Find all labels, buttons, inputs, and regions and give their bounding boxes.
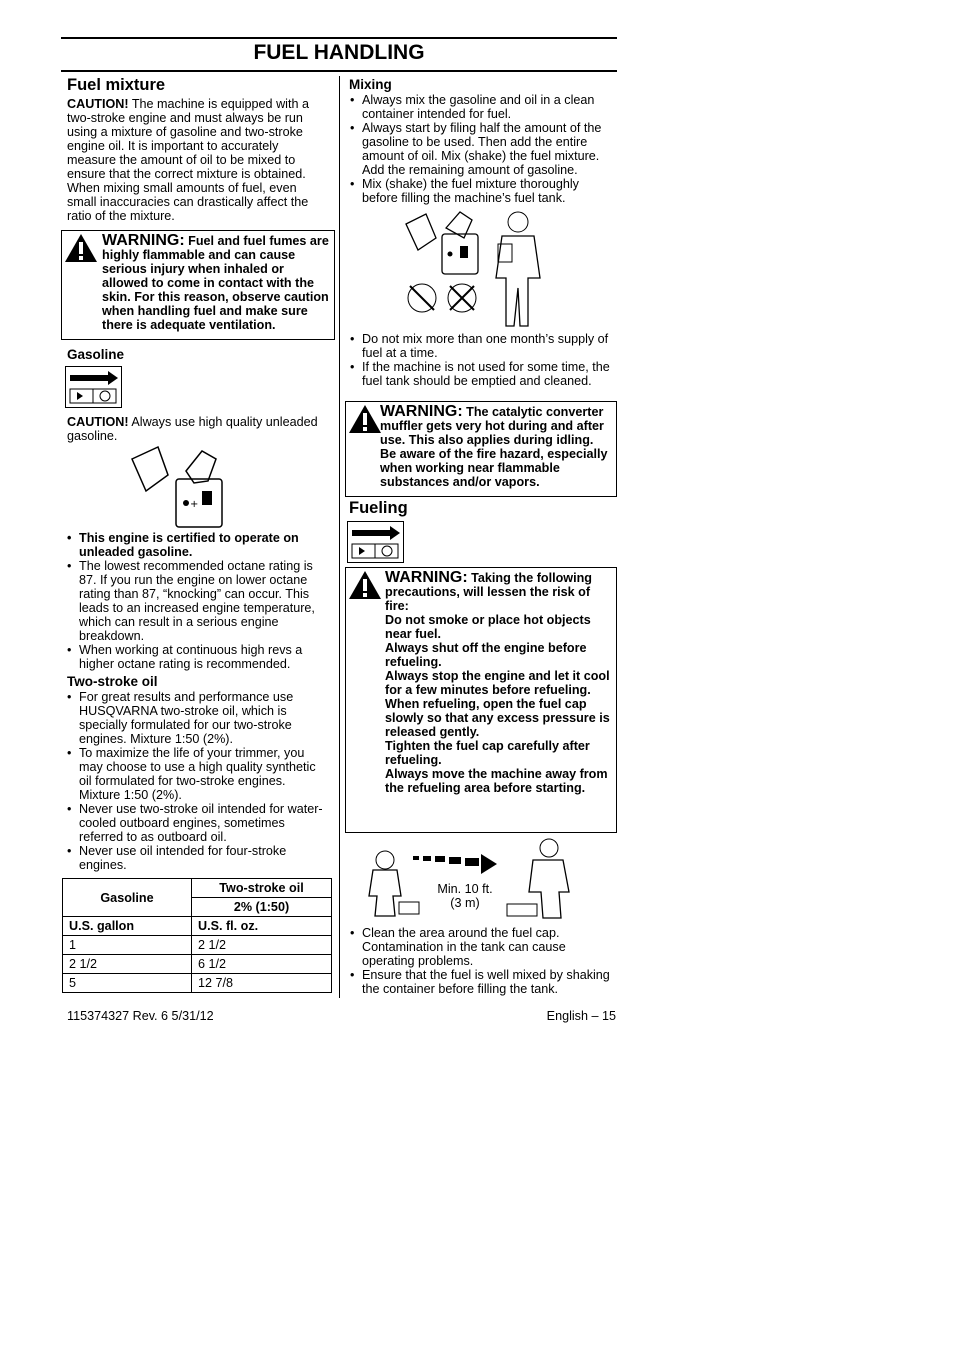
caution-text: The machine is equipped with a two-stroke engine and must always be run using a mixture of gasoline and two-stroke engine oil. It is important to accurately measure the amount of oil to be mixed to ensure that the correct mixture is obtained. When mixing small amounts of fuel, even small inaccuracies can drastically affect the ratio of the mixture. — [67, 97, 309, 223]
warning-box-catalytic — [345, 401, 617, 497]
fueling-heading: Fueling — [349, 499, 408, 517]
distance-line: Min. 10 ft. — [437, 882, 493, 896]
warning-triangle-icon — [64, 233, 98, 263]
fuel-can-illustration — [128, 445, 228, 530]
table-cell: 2 1/2 — [192, 936, 332, 955]
warning-text: Fuel and fuel fumes are highly flammable and can cause serious injury when inhaled or allowed to come in contact with the skin. For this reason, observe caution when handling fuel and make sure there is adequate ventilation. — [102, 234, 329, 332]
table-cell: 1 — [63, 936, 192, 955]
warning-line: Always shut off the engine before refueling. — [385, 641, 587, 669]
svg-text:+: + — [190, 499, 199, 510]
list-item: • To maximize the life of your trimmer, you may choose to use a high quality synthetic oil formulated for two-stroke engines. Mixture 1:50 (2%). — [67, 746, 323, 802]
table-row — [63, 936, 332, 955]
warning-word: WARNING: — [385, 569, 468, 586]
table-cell: 6 1/2 — [192, 955, 332, 974]
list-item: • For great results and performance use HUSQVARNA two-stroke oil, which is specially formulated for our two-stroke engines. Mixture 1:50 (2%). — [67, 690, 323, 746]
list-item: • Always mix the gasoline and oil in a clean container intended for fuel. — [350, 93, 612, 121]
column-separator — [339, 76, 340, 998]
footer-doc-id: 115374327 Rev. 6 5/31/12 — [67, 1009, 214, 1023]
footer-page-number: English – 15 — [546, 1009, 616, 1023]
warning-line: Do not smoke or place hot objects near fuel. — [385, 613, 591, 641]
list-item: • Always start by filing half the amount of the gasoline to be used. Then add the entire amount of oil. Mix (shake) the fuel mixture. Add the remaining amount of gasoline. — [350, 121, 612, 177]
table-cell: 2 1/2 — [63, 955, 192, 974]
gasoline-bullets — [67, 531, 321, 671]
list-item: • Ensure that the fuel is well mixed by shaking the container before filling the tank. — [350, 968, 612, 996]
list-item: • Never use two-stroke oil intended for water-cooled outboard engines, sometimes referred to as outboard oil. — [67, 802, 323, 844]
warning-word: WARNING: — [380, 403, 463, 420]
table-header-ratio: 2% (1:50) — [192, 898, 332, 917]
table-unit-gallon: U.S. gallon — [63, 917, 192, 936]
fueling-bullets — [350, 926, 612, 996]
list-item: • Do not mix more than one month’s supply of fuel at a time. — [350, 332, 612, 360]
caution-label: CAUTION! — [67, 415, 129, 429]
title-rule — [61, 70, 617, 72]
caution-label: CAUTION! — [67, 97, 129, 111]
warning-line: Always move the machine away from the refueling area before starting. — [385, 767, 608, 795]
warning-line: Taking the following precautions, will lessen the risk of fire: — [385, 571, 592, 613]
arrow-book-icon — [348, 522, 403, 562]
fuel-mixture-caution — [67, 97, 325, 223]
table-unit-floz: U.S. fl. oz. — [192, 917, 332, 936]
table-header-gasoline: Gasoline — [63, 879, 192, 917]
two-stroke-heading: Two-stroke oil — [67, 674, 158, 689]
list-item: • Mix (shake) the fuel mixture thoroughly before filling the machine’s fuel tank. — [350, 177, 612, 205]
table-cell: 5 — [63, 974, 192, 993]
gasoline-heading: Gasoline — [67, 347, 125, 362]
table-header-oil: Two-stroke oil — [192, 879, 332, 898]
list-item: • If the machine is not used for some time, the fuel tank should be emptied and cleaned. — [350, 360, 612, 388]
warning-box-fuel-fumes — [61, 230, 335, 340]
warning-line: Always stop the engine and let it cool for a few minutes before refueling. — [385, 669, 610, 697]
mixing-illustration — [402, 208, 552, 330]
table-cell: 12 7/8 — [192, 974, 332, 993]
caution-text: Always use high quality unleaded gasoline. — [67, 415, 318, 443]
warning-triangle-icon — [348, 570, 382, 600]
mixing-heading: Mixing — [349, 77, 392, 92]
mixture-table — [62, 878, 332, 993]
mixing-bullets — [350, 93, 612, 205]
see-instructions-symbol — [347, 521, 404, 563]
warning-line: Tighten the fuel cap carefully after refueling. — [385, 739, 590, 767]
gasoline-caution — [67, 415, 325, 443]
top-rule — [61, 37, 617, 39]
distance-label — [425, 882, 505, 910]
list-item: • This engine is certified to operate on unleaded gasoline. — [67, 531, 321, 559]
table-row — [63, 974, 332, 993]
page-title: FUEL HANDLING — [253, 41, 425, 64]
warning-text: The catalytic converter muffler gets very hot during and after use. This also applies during idling. Be aware of the fire hazard, especially when working near flammable substances and/or vapors. — [380, 405, 608, 489]
list-item: • Never use oil intended for four-stroke engines. — [67, 844, 323, 872]
list-item: • When working at continuous high revs a higher octane rating is recommended. — [67, 643, 321, 671]
distance-line: (3 m) — [450, 896, 480, 910]
list-item: • Clean the area around the fuel cap. Contamination in the tank can cause operating problems. — [350, 926, 612, 968]
warning-word: WARNING: — [102, 232, 185, 249]
warning-box-fueling — [345, 567, 617, 833]
table-row — [63, 955, 332, 974]
arrow-book-icon — [66, 367, 121, 407]
mixing-bullets-2 — [350, 332, 612, 388]
warning-triangle-icon — [348, 404, 382, 434]
warning-line: When refueling, open the fuel cap slowly so that any excess pressure is released gently. — [385, 697, 610, 739]
two-stroke-bullets — [67, 690, 323, 872]
fuel-mixture-heading: Fuel mixture — [67, 76, 166, 94]
see-instructions-symbol — [65, 366, 122, 408]
list-item: • The lowest recommended octane rating is 87. If you run the engine on lower octane rating than 87, “knocking” can occur. This leads to an increased engine temperature, which can result in a serious engine breakdown. — [67, 559, 321, 643]
